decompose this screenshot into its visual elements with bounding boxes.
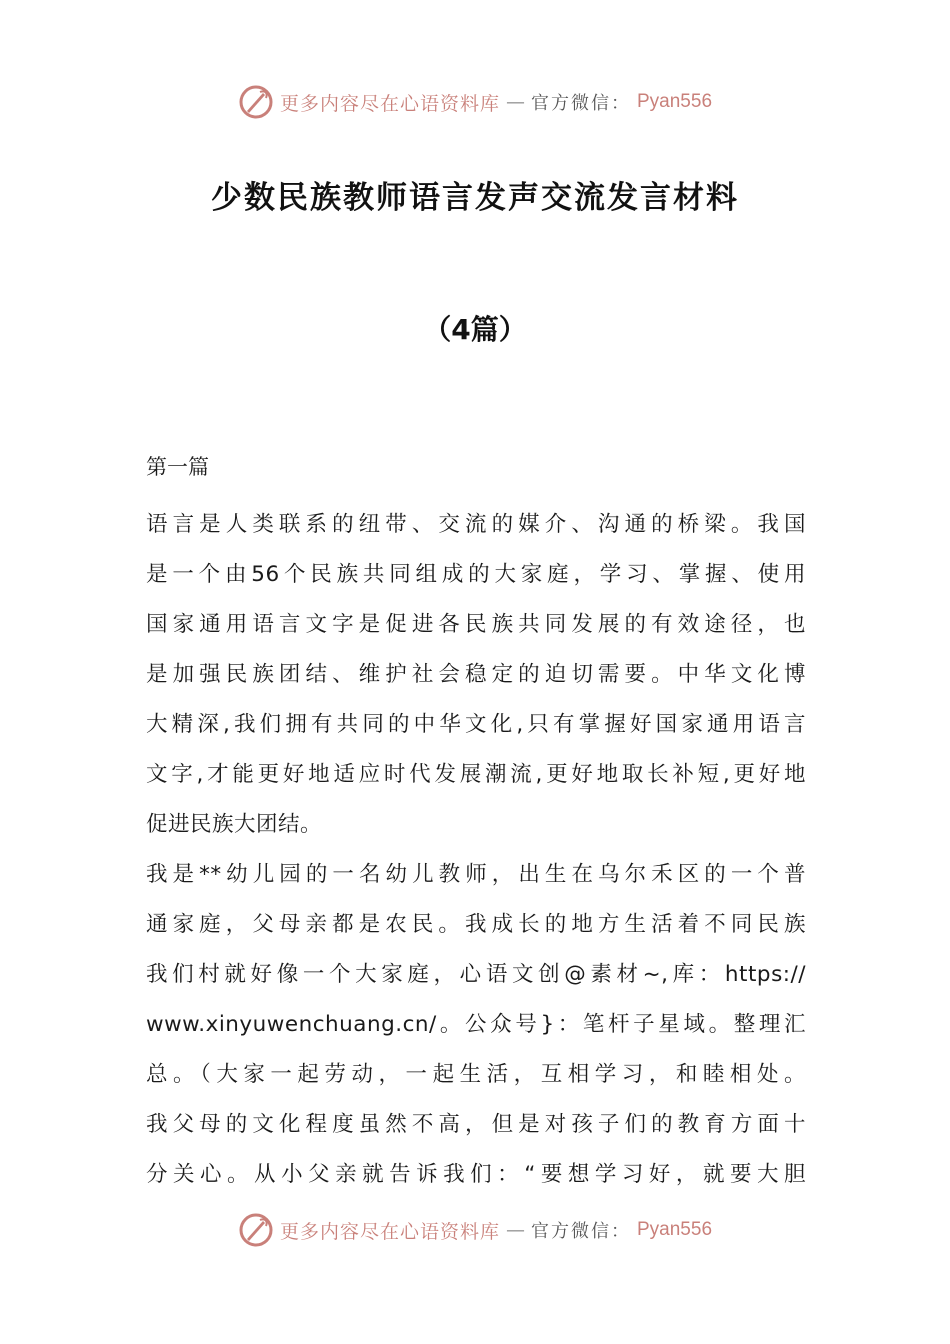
section-heading: 第一篇 (146, 455, 209, 479)
document-body (146, 450, 806, 1200)
body-line: 我们村就好像一个大家庭，心语文创@素材~,库：https:// (146, 962, 806, 987)
wechat-label: 官方微信： (531, 93, 631, 114)
banner-dash: — (506, 91, 525, 113)
body-line: 通家庭，父母亲都是农民。我成长的地方生活着不同民族 (146, 912, 806, 937)
wechat-id: Pyan556 (637, 1219, 713, 1240)
body-line: 总。（大家一起劳动，一起生活，互相学习，和睦相处。 (146, 1062, 806, 1087)
body-line: 分关心。从小父亲就告诉我们：“要想学习好，就要大胆 (146, 1162, 806, 1187)
body-line: 语言是人类联系的纽带、交流的媒介、沟通的桥梁。我国 (146, 512, 806, 537)
banner-dash: — (506, 1219, 525, 1241)
footer-banner (0, 1210, 950, 1250)
quill-pen-logo-icon (238, 84, 274, 120)
body-line: 是加强民族团结、维护社会稳定的迫切需要。中华文化博 (146, 662, 806, 687)
document-subtitle: （4篇） (423, 313, 527, 346)
body-line: www.xinyuwenchuang.cn/。公众号}：笔杆子星域。整理汇 (146, 1012, 806, 1037)
document-title: 少数民族教师语言发声交流发言材料 (211, 180, 739, 216)
quill-pen-logo-icon (238, 1212, 274, 1248)
banner-slogan: 更多内容尽在心语资料库 (279, 92, 500, 115)
body-line: 国家通用语言文字是促进各民族共同发展的有效途径，也 (146, 612, 806, 637)
body-line: 大精深,我们拥有共同的中华文化,只有掌握好国家通用语言 (146, 712, 806, 737)
body-line: 文字,才能更好地适应时代发展潮流,更好地取长补短,更好地 (146, 762, 806, 787)
banner-slogan: 更多内容尽在心语资料库 (279, 1220, 500, 1243)
body-line: 我是**幼儿园的一名幼儿教师，出生在乌尔禾区的一个普 (146, 862, 806, 887)
wechat-id: Pyan556 (637, 91, 713, 112)
header-banner (0, 82, 950, 122)
body-line: 促进民族大团结。 (146, 812, 323, 837)
body-line: 是一个由56个民族共同组成的大家庭，学习、掌握、使用 (146, 562, 806, 587)
wechat-label: 官方微信： (531, 1221, 631, 1242)
body-line: 我父母的文化程度虽然不高，但是对孩子们的教育方面十 (146, 1112, 806, 1137)
